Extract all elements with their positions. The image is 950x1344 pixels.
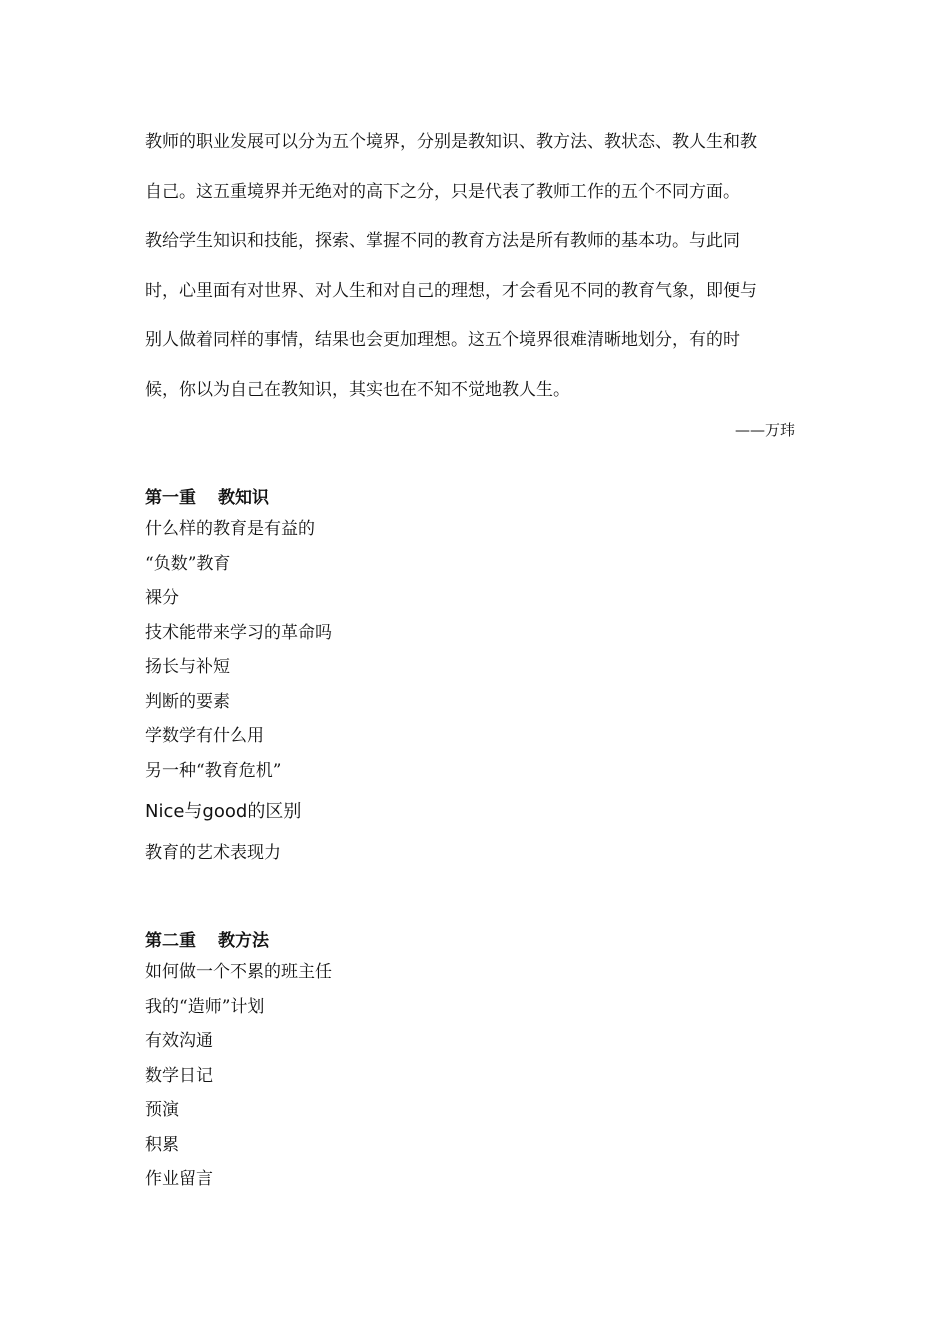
list-item: 数学日记 <box>145 1065 213 1086</box>
list-item: 有效沟通 <box>145 1031 213 1051</box>
intro-paragraph <box>145 118 810 415</box>
section-2 <box>145 927 745 1197</box>
section-title: 教知识 <box>218 488 269 508</box>
list-item: 扬长与补短 <box>145 657 230 677</box>
list-item: 什么样的教育是有益的 <box>145 519 315 539</box>
intro-line: 教师的职业发展可以分为五个境界，分别是教知识、教方法、教状态、教人生和教 <box>145 132 757 152</box>
list-item: 积累 <box>145 1134 179 1155</box>
list-item: 判断的要素 <box>145 691 230 712</box>
list-item: 我的“造师”计划 <box>145 996 265 1017</box>
list-item: 裸分 <box>145 588 179 608</box>
section-1 <box>145 484 745 871</box>
list-item: Nice与good的区别 <box>145 801 302 822</box>
intro-line: 教给学生知识和技能，探索、掌握不同的教育方法是所有教师的基本功。与此同 <box>145 231 740 251</box>
list-item: 技术能带来学习的革命吗 <box>145 622 332 643</box>
intro-line: 自己。这五重境界并无绝对的高下之分，只是代表了教师工作的五个不同方面。 <box>145 181 740 202</box>
section-heading <box>145 927 745 955</box>
section-heading <box>145 484 745 512</box>
section-number: 第一重 <box>145 488 196 508</box>
list-item: 预演 <box>145 1100 179 1120</box>
author-signature: ——万玮 <box>734 421 795 439</box>
section-title: 教方法 <box>218 931 269 951</box>
intro-line: 候，你以为自己在教知识，其实也在不知不觉地教人生。 <box>145 379 570 400</box>
section-number: 第二重 <box>145 931 196 951</box>
list-item: 学数学有什么用 <box>145 726 264 746</box>
list-item: 另一种“教育危机” <box>145 760 282 781</box>
list-item: “负数”教育 <box>145 553 231 574</box>
list-item: 作业留言 <box>145 1169 213 1189</box>
intro-line: 时，心里面有对世界、对人生和对自己的理想，才会看见不同的教育气象，即便与 <box>145 280 757 301</box>
list-item: 教育的艺术表现力 <box>145 843 281 863</box>
list-item: 如何做一个不累的班主任 <box>145 962 332 982</box>
intro-line: 别人做着同样的事情，结果也会更加理想。这五个境界很难清晰地划分，有的时 <box>145 330 740 350</box>
